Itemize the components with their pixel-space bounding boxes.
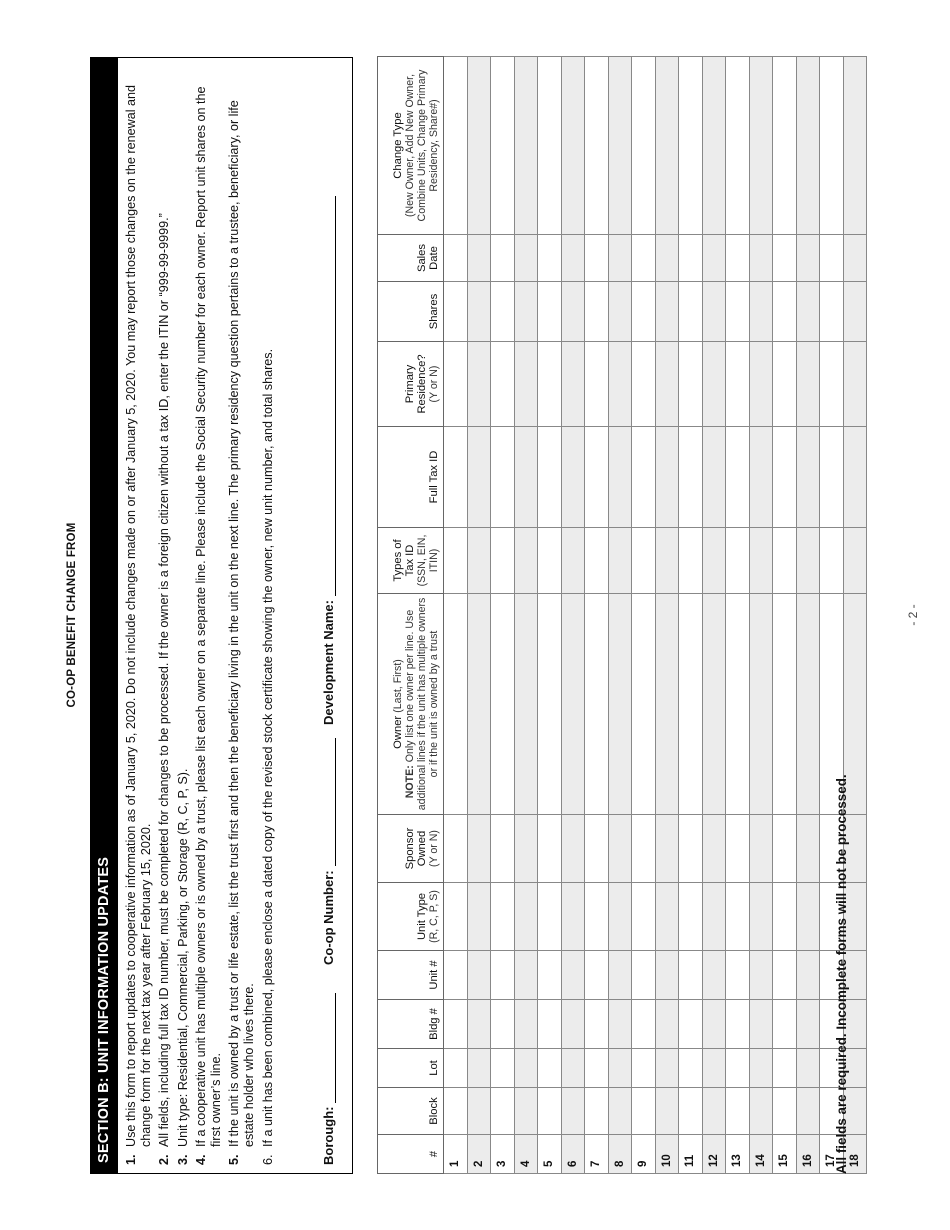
cell-block[interactable] xyxy=(608,1088,632,1135)
cell-sales-date[interactable] xyxy=(773,235,797,282)
cell-change-type[interactable] xyxy=(726,57,750,235)
cell-bldg[interactable] xyxy=(749,1000,773,1049)
cell-sales-date[interactable] xyxy=(491,235,515,282)
row-number: 9 xyxy=(632,1135,656,1174)
cell-sales-date[interactable] xyxy=(632,235,656,282)
cell-bldg[interactable] xyxy=(585,1000,609,1049)
cell-full-tax-id[interactable] xyxy=(726,427,750,528)
cell-primary-residence[interactable] xyxy=(561,342,585,427)
row-number: 18 xyxy=(843,1135,867,1174)
row-number: 1 xyxy=(444,1135,468,1174)
cell-owner[interactable] xyxy=(467,594,491,815)
cell-shares[interactable] xyxy=(679,282,703,342)
cell-shares[interactable] xyxy=(491,282,515,342)
cell-types-of-tax-id[interactable] xyxy=(538,528,562,594)
cell-shares[interactable] xyxy=(796,282,820,342)
cell-shares[interactable] xyxy=(773,282,797,342)
instruction-item: 6. If a unit has been combined, please enclose a dated copy of the revised stock certificate showing the owner, new unit number, and total shares. xyxy=(260,348,275,1165)
cell-full-tax-id[interactable] xyxy=(820,427,844,528)
cell-unit-type[interactable] xyxy=(444,883,468,951)
table-row xyxy=(538,57,562,1174)
header-num: # xyxy=(378,1135,444,1174)
header-unit: Unit # xyxy=(378,951,444,1000)
cell-change-type[interactable] xyxy=(514,57,538,235)
coop-number-field[interactable] xyxy=(321,738,336,965)
cell-owner[interactable] xyxy=(702,594,726,815)
cell-unit-type[interactable] xyxy=(608,883,632,951)
table-row xyxy=(773,57,797,1174)
cell-change-type[interactable] xyxy=(491,57,515,235)
cell-change-type[interactable] xyxy=(585,57,609,235)
cell-shares[interactable] xyxy=(655,282,679,342)
instruction-item: 5. If the unit is owned by a trust or life estate, list the trust first and then the beneficiary living in the unit on the next line. The primary residency question pertains to a trustee, beneficiary, or life estate holder who lives there. xyxy=(227,100,257,1165)
required-fields-note: All fields are required. Incomplete forms will not be processed. xyxy=(834,774,849,1174)
cell-unit[interactable] xyxy=(467,951,491,1000)
cell-change-type[interactable] xyxy=(561,57,585,235)
cell-change-type[interactable] xyxy=(444,57,468,235)
cell-primary-residence[interactable] xyxy=(491,342,515,427)
cell-unit-type[interactable] xyxy=(655,883,679,951)
row-number: 12 xyxy=(702,1135,726,1174)
cell-lot[interactable] xyxy=(773,1049,797,1088)
cell-primary-residence[interactable] xyxy=(655,342,679,427)
cell-types-of-tax-id[interactable] xyxy=(773,528,797,594)
row-number: 13 xyxy=(726,1135,750,1174)
cell-shares[interactable] xyxy=(632,282,656,342)
row-number: 2 xyxy=(467,1135,491,1174)
table-row xyxy=(679,57,703,1174)
cell-unit[interactable] xyxy=(679,951,703,1000)
cell-sponsor-owned[interactable] xyxy=(538,815,562,883)
table-row xyxy=(585,57,609,1174)
cell-types-of-tax-id[interactable] xyxy=(843,528,867,594)
row-number: 8 xyxy=(608,1135,632,1174)
table-row xyxy=(608,57,632,1174)
cell-sponsor-owned[interactable] xyxy=(585,815,609,883)
cell-owner[interactable] xyxy=(491,594,515,815)
cell-lot[interactable] xyxy=(679,1049,703,1088)
cell-unit[interactable] xyxy=(585,951,609,1000)
unit-table-container xyxy=(377,57,867,1174)
cell-change-type[interactable] xyxy=(843,57,867,235)
cell-unit[interactable] xyxy=(514,951,538,1000)
cell-unit-type[interactable] xyxy=(491,883,515,951)
cell-sales-date[interactable] xyxy=(655,235,679,282)
cell-block[interactable] xyxy=(632,1088,656,1135)
cell-change-type[interactable] xyxy=(749,57,773,235)
instruction-item: 4. If a cooperative unit has multiple owners or is owned by a trust, please list each owner on a separate line. Please include the Social Security number for each owner. Report unit shares on the first owner’s line. xyxy=(193,86,224,1165)
header-change-type: Change Type (New Owner, Add New Owner, Combine Units, Change Primary Residency, Share#) xyxy=(378,57,444,235)
cell-shares[interactable] xyxy=(444,282,468,342)
cell-lot[interactable] xyxy=(726,1049,750,1088)
cell-full-tax-id[interactable] xyxy=(702,427,726,528)
cell-owner[interactable] xyxy=(749,594,773,815)
cell-shares[interactable] xyxy=(843,282,867,342)
header-sponsor-owned: Sponsor Owned (Y or N) xyxy=(378,815,444,883)
table-row xyxy=(561,57,585,1174)
cell-sales-date[interactable] xyxy=(538,235,562,282)
cell-unit[interactable] xyxy=(773,951,797,1000)
row-number: 11 xyxy=(679,1135,703,1174)
cell-shares[interactable] xyxy=(561,282,585,342)
page-number: - 2 - xyxy=(906,604,920,626)
development-name-label: Development Name: xyxy=(321,600,336,725)
cell-bldg[interactable] xyxy=(608,1000,632,1049)
cell-primary-residence[interactable] xyxy=(820,342,844,427)
row-number: 17 xyxy=(820,1135,844,1174)
cell-owner[interactable] xyxy=(679,594,703,815)
cell-change-type[interactable] xyxy=(773,57,797,235)
cell-shares[interactable] xyxy=(726,282,750,342)
header-full-tax-id: Full Tax ID xyxy=(378,427,444,528)
cell-sales-date[interactable] xyxy=(796,235,820,282)
cell-sponsor-owned[interactable] xyxy=(491,815,515,883)
cell-unit[interactable] xyxy=(726,951,750,1000)
cell-shares[interactable] xyxy=(585,282,609,342)
cell-sales-date[interactable] xyxy=(749,235,773,282)
cell-block[interactable] xyxy=(561,1088,585,1135)
cell-unit-type[interactable] xyxy=(538,883,562,951)
cell-change-type[interactable] xyxy=(608,57,632,235)
cell-unit-type[interactable] xyxy=(773,883,797,951)
cell-unit[interactable] xyxy=(702,951,726,1000)
table-row xyxy=(702,57,726,1174)
cell-bldg[interactable] xyxy=(514,1000,538,1049)
cell-lot[interactable] xyxy=(749,1049,773,1088)
cell-block[interactable] xyxy=(444,1088,468,1135)
cell-full-tax-id[interactable] xyxy=(538,427,562,528)
cell-block[interactable] xyxy=(679,1088,703,1135)
cell-block[interactable] xyxy=(538,1088,562,1135)
cell-types-of-tax-id[interactable] xyxy=(702,528,726,594)
coop-number-input-line[interactable] xyxy=(323,738,336,866)
cell-bldg[interactable] xyxy=(702,1000,726,1049)
cell-lot[interactable] xyxy=(655,1049,679,1088)
cell-change-type[interactable] xyxy=(796,57,820,235)
cell-sponsor-owned[interactable] xyxy=(514,815,538,883)
table-row xyxy=(514,57,538,1174)
cell-sales-date[interactable] xyxy=(444,235,468,282)
cell-unit[interactable] xyxy=(444,951,468,1000)
cell-sales-date[interactable] xyxy=(608,235,632,282)
cell-unit[interactable] xyxy=(749,951,773,1000)
row-number: 7 xyxy=(585,1135,609,1174)
instruction-item: 3. Unit type: Residential, Commercial, Parking, or Storage (R, C, P, S). xyxy=(175,768,190,1165)
cell-primary-residence[interactable] xyxy=(726,342,750,427)
cell-sales-date[interactable] xyxy=(561,235,585,282)
table-body xyxy=(444,57,867,1174)
cell-primary-residence[interactable] xyxy=(702,342,726,427)
unit-updates-table xyxy=(377,56,867,1174)
cell-primary-residence[interactable] xyxy=(773,342,797,427)
cell-lot[interactable] xyxy=(514,1049,538,1088)
cell-full-tax-id[interactable] xyxy=(749,427,773,528)
cell-full-tax-id[interactable] xyxy=(467,427,491,528)
cell-sponsor-owned[interactable] xyxy=(726,815,750,883)
header-sales-date: Sales Date xyxy=(378,235,444,282)
cell-block[interactable] xyxy=(726,1088,750,1135)
cell-sponsor-owned[interactable] xyxy=(749,815,773,883)
cell-full-tax-id[interactable] xyxy=(632,427,656,528)
cell-change-type[interactable] xyxy=(702,57,726,235)
cell-types-of-tax-id[interactable] xyxy=(608,528,632,594)
table-row xyxy=(491,57,515,1174)
cell-sponsor-owned[interactable] xyxy=(773,815,797,883)
cell-owner[interactable] xyxy=(608,594,632,815)
header-shares: Shares xyxy=(378,282,444,342)
cell-change-type[interactable] xyxy=(679,57,703,235)
row-number: 10 xyxy=(655,1135,679,1174)
cell-types-of-tax-id[interactable] xyxy=(820,528,844,594)
cell-bldg[interactable] xyxy=(796,1000,820,1049)
cell-owner[interactable] xyxy=(561,594,585,815)
cell-lot[interactable] xyxy=(796,1049,820,1088)
cell-full-tax-id[interactable] xyxy=(655,427,679,528)
cell-primary-residence[interactable] xyxy=(679,342,703,427)
header-types-of-tax-id: Types of Tax ID (SSN, EIN, ITIN) xyxy=(378,528,444,594)
row-number: 16 xyxy=(796,1135,820,1174)
cell-owner[interactable] xyxy=(796,594,820,815)
row-number: 4 xyxy=(514,1135,538,1174)
cell-lot[interactable] xyxy=(491,1049,515,1088)
cell-types-of-tax-id[interactable] xyxy=(585,528,609,594)
table-row xyxy=(749,57,773,1174)
section-b-heading: SECTION B: UNIT INFORMATION UPDATES xyxy=(91,58,118,1173)
cell-owner[interactable] xyxy=(632,594,656,815)
cell-sponsor-owned[interactable] xyxy=(655,815,679,883)
cell-types-of-tax-id[interactable] xyxy=(444,528,468,594)
cell-change-type[interactable] xyxy=(820,57,844,235)
cell-bldg[interactable] xyxy=(773,1000,797,1049)
cell-full-tax-id[interactable] xyxy=(679,427,703,528)
cell-full-tax-id[interactable] xyxy=(608,427,632,528)
cell-lot[interactable] xyxy=(561,1049,585,1088)
cell-types-of-tax-id[interactable] xyxy=(632,528,656,594)
cell-sponsor-owned[interactable] xyxy=(608,815,632,883)
cell-lot[interactable] xyxy=(702,1049,726,1088)
instructions-list xyxy=(118,58,276,1173)
header-owner: Owner (Last, First) NOTE: Only list one owner per line. Use additional lines if the unit has multiple owners or if the unit is owned by a trust xyxy=(378,594,444,815)
header-unit-type: Unit Type (R, C, P, S) xyxy=(378,883,444,951)
row-number: 5 xyxy=(538,1135,562,1174)
cell-bldg[interactable] xyxy=(561,1000,585,1049)
cell-types-of-tax-id[interactable] xyxy=(655,528,679,594)
cell-change-type[interactable] xyxy=(538,57,562,235)
cell-sales-date[interactable] xyxy=(702,235,726,282)
cell-full-tax-id[interactable] xyxy=(773,427,797,528)
cell-primary-residence[interactable] xyxy=(514,342,538,427)
cell-lot[interactable] xyxy=(538,1049,562,1088)
cell-sales-date[interactable] xyxy=(726,235,750,282)
development-name-input-line[interactable] xyxy=(323,196,336,596)
cell-bldg[interactable] xyxy=(538,1000,562,1049)
cell-owner[interactable] xyxy=(444,594,468,815)
cell-change-type[interactable] xyxy=(655,57,679,235)
table-row xyxy=(444,57,468,1174)
cell-primary-residence[interactable] xyxy=(749,342,773,427)
cell-types-of-tax-id[interactable] xyxy=(561,528,585,594)
cell-unit[interactable] xyxy=(538,951,562,1000)
cell-unit-type[interactable] xyxy=(632,883,656,951)
cell-sales-date[interactable] xyxy=(820,235,844,282)
cell-bldg[interactable] xyxy=(632,1000,656,1049)
cell-bldg[interactable] xyxy=(679,1000,703,1049)
cell-bldg[interactable] xyxy=(444,1000,468,1049)
cell-types-of-tax-id[interactable] xyxy=(514,528,538,594)
cell-owner[interactable] xyxy=(726,594,750,815)
cell-sponsor-owned[interactable] xyxy=(679,815,703,883)
cell-lot[interactable] xyxy=(444,1049,468,1088)
cell-block[interactable] xyxy=(773,1088,797,1135)
cell-owner[interactable] xyxy=(585,594,609,815)
cell-primary-residence[interactable] xyxy=(538,342,562,427)
cell-full-tax-id[interactable] xyxy=(561,427,585,528)
cell-lot[interactable] xyxy=(585,1049,609,1088)
cell-unit-type[interactable] xyxy=(679,883,703,951)
cell-sponsor-owned[interactable] xyxy=(796,815,820,883)
cell-sales-date[interactable] xyxy=(467,235,491,282)
cell-block[interactable] xyxy=(491,1088,515,1135)
cell-shares[interactable] xyxy=(608,282,632,342)
borough-label: Borough: xyxy=(321,1106,336,1165)
cell-shares[interactable] xyxy=(702,282,726,342)
cell-block[interactable] xyxy=(585,1088,609,1135)
cell-types-of-tax-id[interactable] xyxy=(679,528,703,594)
cell-sales-date[interactable] xyxy=(679,235,703,282)
cell-lot[interactable] xyxy=(608,1049,632,1088)
cell-bldg[interactable] xyxy=(655,1000,679,1049)
cell-shares[interactable] xyxy=(820,282,844,342)
section-b-box xyxy=(90,57,353,1174)
cell-change-type[interactable] xyxy=(467,57,491,235)
cell-types-of-tax-id[interactable] xyxy=(796,528,820,594)
borough-field[interactable] xyxy=(321,993,336,1165)
table-row xyxy=(726,57,750,1174)
cell-owner[interactable] xyxy=(773,594,797,815)
cell-block[interactable] xyxy=(514,1088,538,1135)
cell-lot[interactable] xyxy=(632,1049,656,1088)
cell-unit-type[interactable] xyxy=(726,883,750,951)
cell-bldg[interactable] xyxy=(467,1000,491,1049)
cell-types-of-tax-id[interactable] xyxy=(467,528,491,594)
row-number: 3 xyxy=(491,1135,515,1174)
cell-block[interactable] xyxy=(702,1088,726,1135)
cell-unit-type[interactable] xyxy=(561,883,585,951)
cell-full-tax-id[interactable] xyxy=(585,427,609,528)
cell-unit-type[interactable] xyxy=(796,883,820,951)
cell-unit-type[interactable] xyxy=(702,883,726,951)
cell-unit[interactable] xyxy=(491,951,515,1000)
cell-sponsor-owned[interactable] xyxy=(702,815,726,883)
table-row xyxy=(632,57,656,1174)
borough-input-line[interactable] xyxy=(323,993,336,1103)
header-lot: Lot xyxy=(378,1049,444,1088)
row-number: 15 xyxy=(773,1135,797,1174)
row-number: 14 xyxy=(749,1135,773,1174)
cell-primary-residence[interactable] xyxy=(843,342,867,427)
cell-owner[interactable] xyxy=(538,594,562,815)
cell-unit-type[interactable] xyxy=(514,883,538,951)
cell-shares[interactable] xyxy=(538,282,562,342)
cell-types-of-tax-id[interactable] xyxy=(749,528,773,594)
cell-unit-type[interactable] xyxy=(467,883,491,951)
cell-sales-date[interactable] xyxy=(585,235,609,282)
cell-unit[interactable] xyxy=(608,951,632,1000)
cell-lot[interactable] xyxy=(467,1049,491,1088)
table-row xyxy=(467,57,491,1174)
cell-sponsor-owned[interactable] xyxy=(632,815,656,883)
cell-full-tax-id[interactable] xyxy=(514,427,538,528)
cell-sponsor-owned[interactable] xyxy=(561,815,585,883)
cell-owner[interactable] xyxy=(514,594,538,815)
cell-bldg[interactable] xyxy=(491,1000,515,1049)
cell-block[interactable] xyxy=(467,1088,491,1135)
cell-primary-residence[interactable] xyxy=(796,342,820,427)
cell-change-type[interactable] xyxy=(632,57,656,235)
document-title: CO-OP BENEFIT CHANGE FROM xyxy=(66,522,78,708)
header-block: Block xyxy=(378,1088,444,1135)
cell-full-tax-id[interactable] xyxy=(796,427,820,528)
cell-full-tax-id[interactable] xyxy=(843,427,867,528)
cell-primary-residence[interactable] xyxy=(444,342,468,427)
cell-sales-date[interactable] xyxy=(843,235,867,282)
cell-full-tax-id[interactable] xyxy=(444,427,468,528)
table-row xyxy=(796,57,820,1174)
header-primary-residence: Primary Residence? (Y or N) xyxy=(378,342,444,427)
cell-unit[interactable] xyxy=(561,951,585,1000)
cell-block[interactable] xyxy=(749,1088,773,1135)
cell-sponsor-owned[interactable] xyxy=(467,815,491,883)
cell-owner[interactable] xyxy=(655,594,679,815)
cell-sales-date[interactable] xyxy=(514,235,538,282)
cell-bldg[interactable] xyxy=(726,1000,750,1049)
header-bldg: Bldg # xyxy=(378,1000,444,1049)
cell-primary-residence[interactable] xyxy=(608,342,632,427)
cell-types-of-tax-id[interactable] xyxy=(726,528,750,594)
cell-unit[interactable] xyxy=(655,951,679,1000)
cell-primary-residence[interactable] xyxy=(467,342,491,427)
cell-full-tax-id[interactable] xyxy=(491,427,515,528)
cell-types-of-tax-id[interactable] xyxy=(491,528,515,594)
cell-primary-residence[interactable] xyxy=(632,342,656,427)
cell-sponsor-owned[interactable] xyxy=(444,815,468,883)
table-row xyxy=(655,57,679,1174)
cell-unit[interactable] xyxy=(632,951,656,1000)
cell-unit-type[interactable] xyxy=(749,883,773,951)
development-name-field[interactable] xyxy=(321,196,336,725)
cell-shares[interactable] xyxy=(514,282,538,342)
cell-unit[interactable] xyxy=(796,951,820,1000)
cell-block[interactable] xyxy=(796,1088,820,1135)
cell-shares[interactable] xyxy=(749,282,773,342)
cell-primary-residence[interactable] xyxy=(585,342,609,427)
cell-unit-type[interactable] xyxy=(585,883,609,951)
instruction-item: 1. Use this form to report updates to cooperative information as of January 5, 2020. Do not include changes made on or after January 5, 2020. You may report those changes on the renewal and change form for the next tax year after February 15, 2020. xyxy=(124,84,154,1165)
coop-number-label: Co-op Number: xyxy=(321,870,336,965)
cell-block[interactable] xyxy=(655,1088,679,1135)
cell-shares[interactable] xyxy=(467,282,491,342)
table-header-row xyxy=(378,57,444,1174)
instruction-item: 2. All fields, including full tax ID number, must be completed for changes to be processed. If the owner is a foreign citizen without a tax ID, enter the ITIN or “999-99-9999.” xyxy=(157,213,172,1165)
row-number: 6 xyxy=(561,1135,585,1174)
